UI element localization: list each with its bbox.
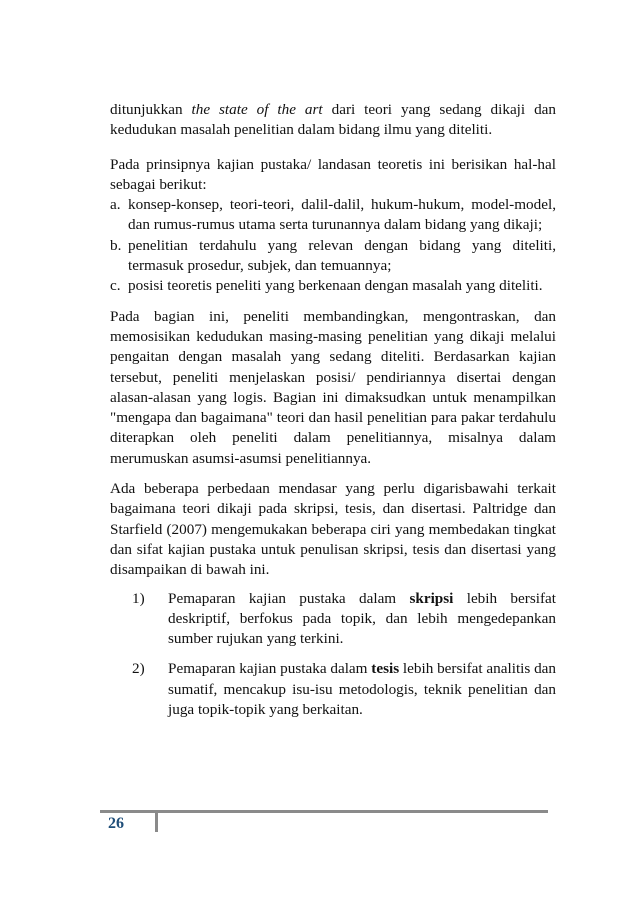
list-item-text: penelitian terdahulu yang relevan dengan bidang yang diteliti, termasuk prosedur, subjek, dan temuannya; bbox=[128, 236, 556, 275]
text-segment: dari teori yang sedang dikaji dan kedudukan masalah penelitian dalam bidang ilmu yang diteliti. bbox=[110, 101, 557, 139]
bold-term: skripsi bbox=[409, 589, 454, 607]
bold-term: tesis bbox=[371, 660, 400, 678]
paragraph-intro bbox=[110, 100, 556, 141]
paragraph-differences: Ada beberapa perbedaan mendasar yang perlu digarisbawahi terkait bagaimana teori dikaji pada skripsi, tesis, dan disertasi. Paltridge dan Starfield (2007) mengemukakan beberapa ciri yang membedakan tingkat dan sifat kajian pustaka untuk penulisan skripsi, tesis dan disertasi yang disampaikan di bawah ini. bbox=[110, 480, 556, 579]
list-marker: 2) bbox=[132, 660, 145, 678]
list-item-text: Pemaparan kajian pustaka dalam skripsi lebih bersifat deskriptif, berfokus pada topik, dan lebih mengedepankan sumber rujukan yang terkini. bbox=[168, 589, 556, 648]
alpha-list bbox=[110, 195, 556, 296]
page-number: 26 bbox=[108, 815, 124, 832]
text-segment: ditunjukkan bbox=[110, 101, 192, 118]
list-item-text: posisi teoretis peneliti yang berkenaan dengan masalah yang diteliti. bbox=[128, 277, 543, 295]
italic-phrase: the state of the art bbox=[191, 101, 323, 118]
numbered-list bbox=[110, 589, 556, 721]
page-body bbox=[110, 100, 556, 730]
list-item bbox=[110, 236, 556, 277]
list-item-text: Pemaparan kajian pustaka dalam tesis lebih bersifat analitis dan sumatif, mencakup isu-isu metodologis, teknik penelitian dan juga topik-topik yang berkaitan. bbox=[168, 660, 557, 719]
list-marker: b. bbox=[110, 236, 122, 254]
list-marker: a. bbox=[110, 196, 121, 214]
list-item-text: konsep-konsep, teori-teori, dalil-dalil, hukum-hukum, model-model, dan rumus-rumus utama serta turunannya dalam bidang yang dikaji; bbox=[128, 196, 556, 234]
list-item bbox=[132, 589, 556, 650]
list-marker: 1) bbox=[132, 589, 145, 607]
paragraph-principle: Pada prinsipnya kajian pustaka/ landasan teoretis ini berisikan hal-hal sebagai berikut: bbox=[110, 155, 556, 193]
paragraph-comparison: Pada bagian ini, peneliti membandingkan, mengontraskan, dan memosisikan kedudukan masing-masing penelitian yang dikaji melalui pengaitan dengan masalah yang sedang diteliti. Berdasarkan kajian tersebut, peneliti menjelaskan posisi/ pendiriannya disertai dengan alasan-alasan yang logis. Bagian ini dimaksudkan untuk menampilkan "mengapa dan bagaimana" teori dan hasil penelitian para pakar terdahulu diterapkan oleh peneliti dalam penelitiannya, misalnya dalam merumuskan asumsi-asumsi penelitiannya. bbox=[110, 307, 556, 467]
footer-divider-tick bbox=[155, 810, 158, 832]
list-marker: c. bbox=[110, 277, 121, 295]
list-item bbox=[110, 276, 556, 296]
list-item bbox=[110, 195, 556, 236]
footer-rule bbox=[100, 810, 548, 813]
list-item bbox=[132, 659, 556, 720]
